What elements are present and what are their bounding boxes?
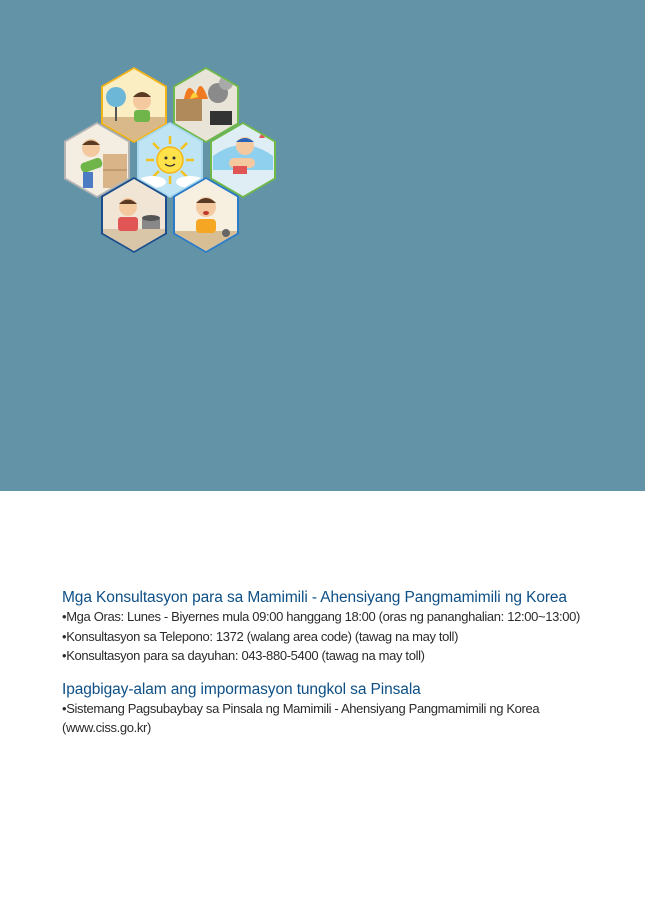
consultation-section <box>62 588 587 666</box>
consumer-info <box>62 588 587 738</box>
phone-consultation-item: •Konsultasyon sa Telepono: 1372 (walang area code) (tawag na may toll) <box>62 628 459 644</box>
damage-monitoring-item: •Sistemang Pagsubaybay sa Pinsala ng Mamimili - Ahensiyang Pangmamimili ng Korea (www.ciss.go.kr) <box>62 700 540 735</box>
safety-hexagon-illustration <box>55 55 290 275</box>
foreigner-consultation-item: •Konsultasyon para sa dayuhan: 043-880-5400 (tawag na may toll) <box>62 648 425 663</box>
damage-report-section <box>62 680 587 738</box>
office-hours-item: •Mga Oras: Lunes - Biyernes mula 09:00 hanggang 18:00 (oras ng pananghalian: 12:00~13:00) <box>62 609 580 624</box>
damage-report-title: Ipagbigay-alam ang impormasyon tungkol sa Pinsala <box>62 680 421 698</box>
consultation-title: Mga Konsultasyon para sa Mamimili - Ahensiyang Pangmamimili ng Korea <box>62 589 567 606</box>
